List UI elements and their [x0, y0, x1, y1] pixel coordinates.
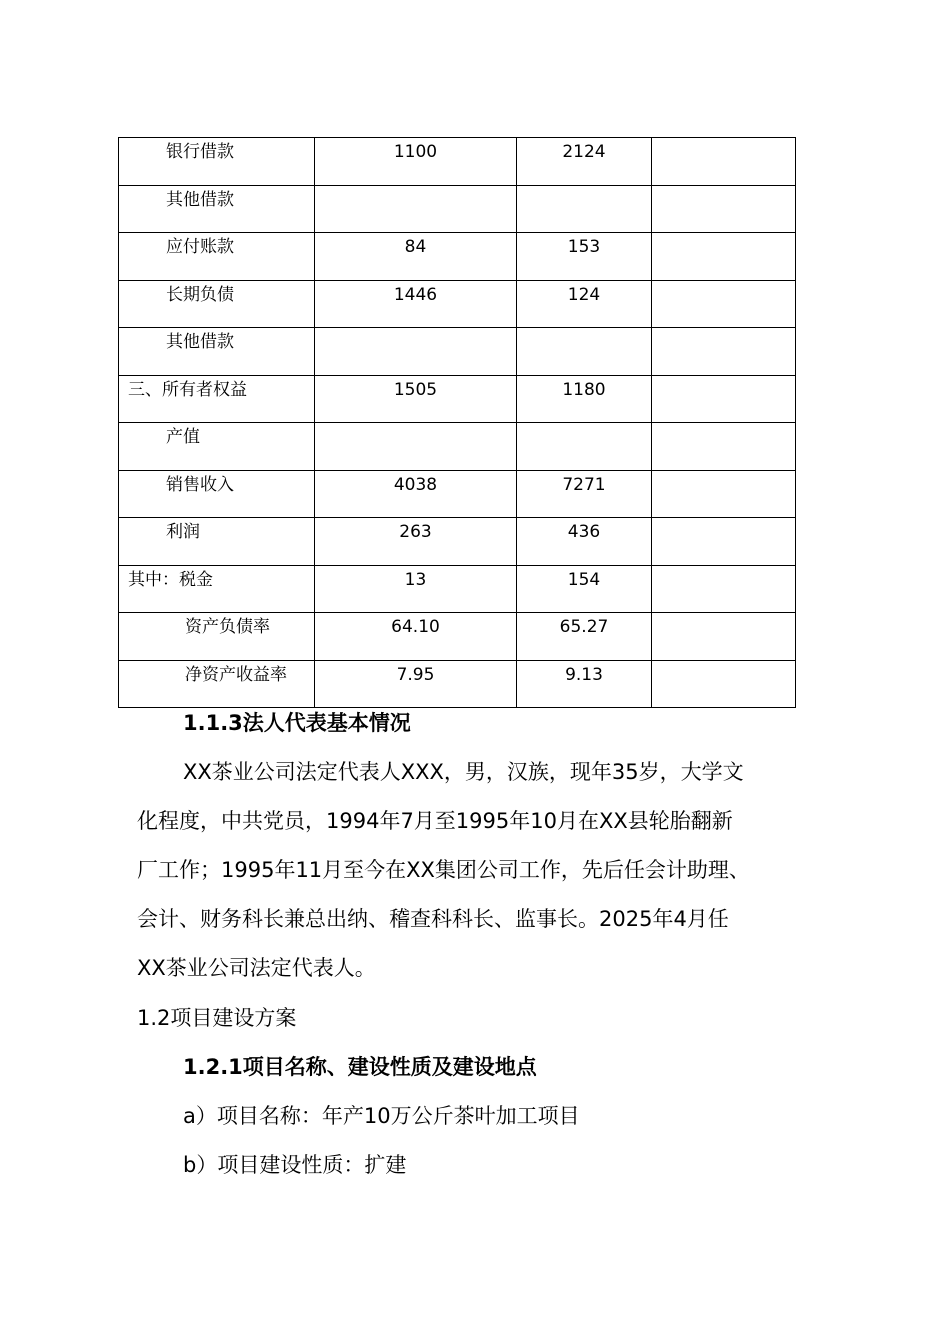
- table-row: [119, 423, 796, 471]
- cell-value: 13: [404, 569, 427, 590]
- value-col-2-cell: [517, 233, 652, 281]
- row-label-cell: [119, 138, 315, 186]
- table-row: [119, 565, 796, 613]
- row-label-cell: [119, 518, 315, 566]
- financial-table-body: [119, 138, 796, 708]
- value-col-2-cell: [517, 660, 652, 708]
- cell-value: 1505: [393, 379, 438, 400]
- row-label-cell: [119, 185, 315, 233]
- row-label: 其他借款: [166, 332, 234, 352]
- row-label: 资产负债率: [185, 617, 270, 637]
- section-1-2-heading: 1.2项目建设方案: [137, 1006, 297, 1030]
- cell-value: 124: [567, 284, 601, 305]
- value-col-1-cell: [315, 280, 517, 328]
- cell-value: [517, 423, 651, 424]
- value-col-1-cell: [315, 613, 517, 661]
- cell-value: [652, 661, 795, 662]
- table-row: [119, 280, 796, 328]
- value-col-1-cell: [315, 660, 517, 708]
- value-col-3-cell: [652, 470, 796, 518]
- cell-value: 2124: [562, 142, 606, 162]
- value-col-2-cell: [517, 375, 652, 423]
- cell-value: 64.10: [391, 617, 440, 637]
- cell-value: 7271: [562, 474, 606, 495]
- value-col-2-cell: [517, 185, 652, 233]
- cell-value: [652, 138, 795, 139]
- row-label: 利润: [166, 522, 200, 542]
- cell-value: [652, 328, 795, 329]
- paragraph-line-3: 厂工作；1995年11月至今在XX集团公司工作，先后任会计助理、: [137, 858, 750, 882]
- value-col-3-cell: [652, 518, 796, 566]
- cell-value: [652, 613, 795, 614]
- financial-table: [118, 137, 796, 708]
- row-label-cell: [119, 375, 315, 423]
- table-row: [119, 233, 796, 281]
- value-col-1-cell: [315, 423, 517, 471]
- cell-value: 4038: [393, 474, 438, 495]
- value-col-3-cell: [652, 375, 796, 423]
- cell-value: 263: [399, 522, 432, 542]
- cell-value: [517, 328, 651, 329]
- value-col-3-cell: [652, 185, 796, 233]
- table-row: [119, 518, 796, 566]
- cell-value: [652, 423, 795, 424]
- value-col-1-cell: [315, 518, 517, 566]
- value-col-3-cell: [652, 660, 796, 708]
- value-col-1-cell: [315, 185, 517, 233]
- cell-value: [652, 281, 795, 282]
- cell-value: 1100: [393, 142, 438, 162]
- row-label-cell: [119, 613, 315, 661]
- table-row: [119, 328, 796, 376]
- cell-value: 84: [404, 237, 427, 257]
- row-label-cell: [119, 660, 315, 708]
- row-label: 长期负债: [166, 284, 234, 305]
- table-row: [119, 185, 796, 233]
- cell-value: [517, 186, 651, 187]
- value-col-2-cell: [517, 470, 652, 518]
- cell-value: [652, 518, 795, 519]
- table-row: [119, 138, 796, 186]
- value-col-3-cell: [652, 613, 796, 661]
- row-label-cell: [119, 565, 315, 613]
- row-label: 三、所有者权益: [128, 379, 247, 400]
- value-col-1-cell: [315, 138, 517, 186]
- value-col-3-cell: [652, 233, 796, 281]
- value-col-3-cell: [652, 565, 796, 613]
- row-label: 其中：税金: [128, 569, 213, 590]
- paragraph-line-2: 化程度，中共党员，1994年7月至1995年10月在XX县轮胎翻新: [137, 809, 733, 833]
- value-col-2-cell: [517, 613, 652, 661]
- value-col-2-cell: [517, 565, 652, 613]
- cell-value: 7.95: [396, 664, 435, 685]
- cell-value: 1446: [393, 284, 438, 305]
- table-row: [119, 470, 796, 518]
- cell-value: [652, 376, 795, 377]
- value-col-3-cell: [652, 138, 796, 186]
- row-label: 应付账款: [166, 237, 234, 257]
- cell-value: 9.13: [565, 664, 603, 685]
- cell-value: [315, 328, 516, 329]
- value-col-1-cell: [315, 233, 517, 281]
- value-col-2-cell: [517, 518, 652, 566]
- item-b-project-nature: b）项目建设性质：扩建: [183, 1153, 407, 1177]
- cell-value: [652, 233, 795, 234]
- cell-value: [315, 186, 516, 187]
- cell-value: 154: [567, 569, 601, 590]
- value-col-1-cell: [315, 470, 517, 518]
- row-label-cell: [119, 280, 315, 328]
- cell-value: [315, 423, 516, 424]
- cell-value: 436: [567, 522, 601, 542]
- value-col-2-cell: [517, 280, 652, 328]
- row-label-cell: [119, 423, 315, 471]
- value-col-3-cell: [652, 423, 796, 471]
- value-col-1-cell: [315, 375, 517, 423]
- table-row: [119, 613, 796, 661]
- value-col-1-cell: [315, 328, 517, 376]
- cell-value: 65.27: [559, 617, 609, 637]
- cell-value: 1180: [562, 379, 606, 400]
- value-col-3-cell: [652, 280, 796, 328]
- section-1-1-3-heading: 1.1.3法人代表基本情况: [183, 711, 411, 735]
- paragraph-line-1: XX茶业公司法定代表人XXX，男，汉族，现年35岁，大学文: [183, 760, 744, 784]
- row-label-cell: [119, 233, 315, 281]
- value-col-2-cell: [517, 423, 652, 471]
- value-col-2-cell: [517, 328, 652, 376]
- row-label: 销售收入: [166, 474, 234, 495]
- paragraph-line-5: XX茶业公司法定代表人。: [137, 956, 376, 980]
- value-col-1-cell: [315, 565, 517, 613]
- paragraph-line-4: 会计、财务科长兼总出纳、稽查科科长、监事长。2025年4月任: [137, 907, 729, 931]
- row-label: 净资产收益率: [185, 664, 287, 685]
- cell-value: [652, 186, 795, 187]
- section-1-2-1-heading: 1.2.1项目名称、建设性质及建设地点: [183, 1055, 537, 1079]
- table-row: [119, 660, 796, 708]
- value-col-2-cell: [517, 138, 652, 186]
- row-label: 产值: [166, 427, 200, 447]
- cell-value: 153: [567, 237, 601, 257]
- cell-value: [652, 566, 795, 567]
- value-col-3-cell: [652, 328, 796, 376]
- item-a-project-name: a）项目名称：年产10万公斤茶叶加工项目: [183, 1104, 580, 1128]
- row-label: 银行借款: [166, 142, 234, 162]
- cell-value: [652, 471, 795, 472]
- row-label-cell: [119, 470, 315, 518]
- row-label-cell: [119, 328, 315, 376]
- row-label: 其他借款: [166, 189, 234, 210]
- table-row: [119, 375, 796, 423]
